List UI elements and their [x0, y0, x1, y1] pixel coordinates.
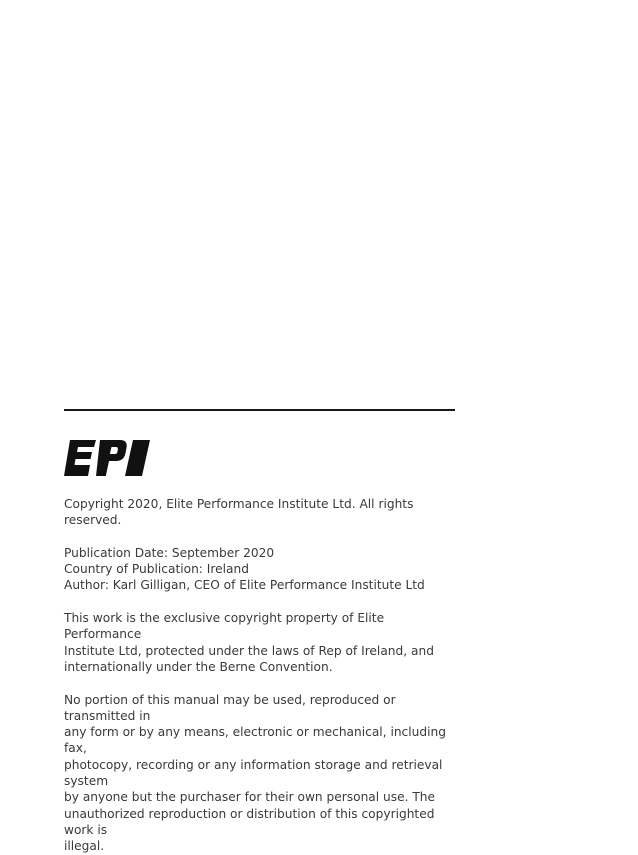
paragraph-line: internationally under the Berne Convention.: [64, 659, 333, 674]
paragraph-line: photocopy, recording or any information storage and retrieval system: [64, 757, 443, 789]
publication-country: Country of Publication: Ireland: [64, 562, 249, 577]
paragraph-line: No portion of this manual may be used, reproduced or transmitted in: [64, 692, 396, 723]
reproduction-notice-paragraph: [64, 692, 464, 855]
epi-logo-icon: [64, 440, 150, 476]
paragraph-line: This work is the exclusive copyright property of Elite Performance: [64, 611, 385, 642]
paragraph-line: by anyone but the purchaser for their own personal use. The: [64, 790, 436, 805]
paragraph-line: unauthorized reproduction or distribution of this copyrighted work is: [64, 806, 435, 837]
exclusive-property-paragraph: [64, 610, 464, 675]
legal-text-block: [64, 496, 464, 855]
publication-date: Publication Date: September 2020: [64, 545, 275, 560]
paragraph-line: Institute Ltd, protected under the laws of Rep of Ireland, and: [64, 643, 434, 658]
horizontal-rule: [64, 409, 455, 411]
publication-author: Author: Karl Gilligan, CEO of Elite Performance Institute Ltd: [64, 578, 425, 593]
copyright-notice: Copyright 2020, Elite Performance Institute Ltd. All rights reserved.: [64, 497, 414, 528]
paragraph-line: illegal.: [64, 839, 105, 854]
paragraph-line: any form or by any means, electronic or mechanical, including fax,: [64, 725, 446, 756]
